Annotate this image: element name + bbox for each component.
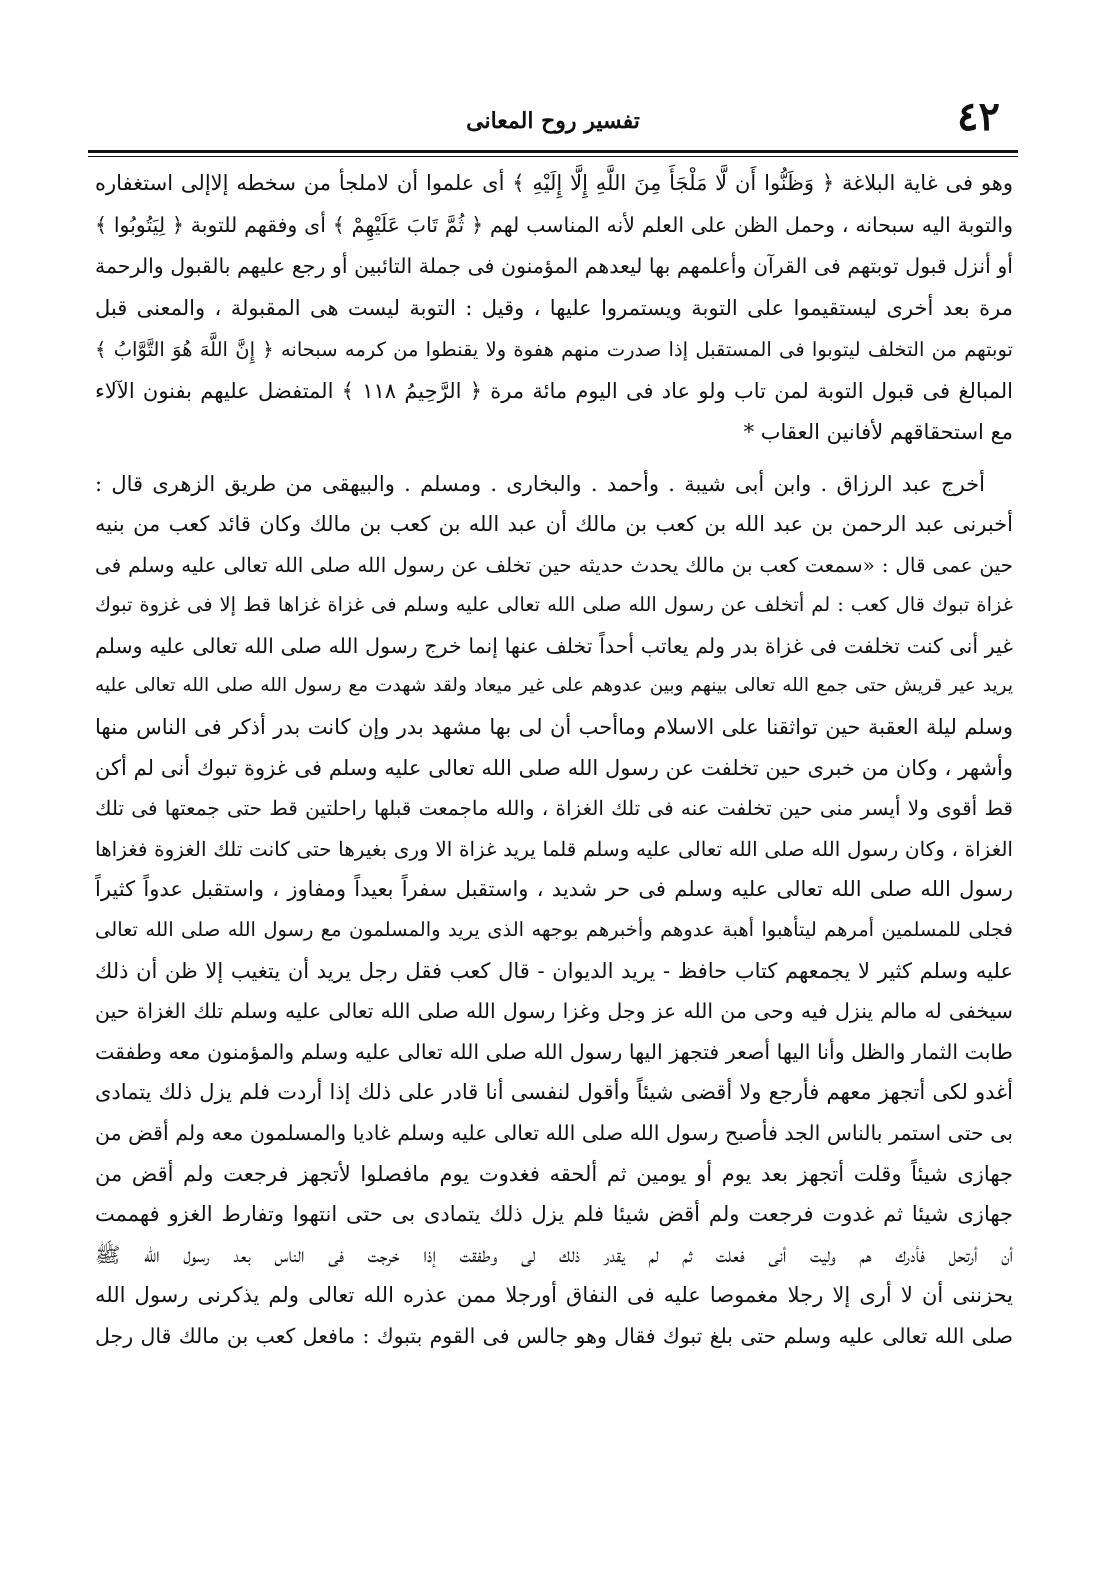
header-rule — [88, 150, 1018, 153]
header-rule-thin — [88, 156, 1018, 157]
page-header — [88, 95, 1018, 147]
text-line: بى حتى استمر بالناس الجد فأصبح رسول الله صلى الله تعالى عليه وسلم غاديا والمسلمون معه ولم أقض من — [95, 1121, 1013, 1145]
text-line: أو أنزل قبول توبتهم فى القرآن وأعلمهم بها ليعدهم المؤمنون فى جملة التائبين أو رجع عليهم بالقبول والرحمة — [95, 254, 1013, 278]
text-line: سيخفى له مالم ينزل فيه وحى من الله عز وجل وغزا رسول الله صلى الله تعالى عليه وسلم تلك الغزاة حين — [95, 999, 1013, 1024]
text-line: حين عمى قال : «سمعت كعب بن مالك يحدث حديثه حين تخلف عن رسول الله صلى الله تعالى عليه وسلم فى — [95, 552, 1013, 577]
text-line: مع استحقاقهم لأفانين العقاب * — [743, 420, 1013, 444]
paragraph-gap — [95, 454, 1013, 464]
text-line: عليه وسلم كثير لا يجمعهم كتاب حافظ - يريد الديوان - قال كعب فقل رجل يريد أن يتغيب إلا ظن أن ذلك — [95, 958, 1013, 983]
text-line: أخرج عبد الرزاق . وابن أبى شيبة . وأحمد . والبخارى . ومسلم . والبيهقى من طريق الزهرى قال : — [95, 471, 985, 496]
text-line: جهازى شيئاً وقلت أتجهز بعد يوم أو يومين ثم ألحقه فغدوت يوم مافصلوا لأتجهز فرجعت ولم أقض من — [95, 1161, 1013, 1186]
text-line: صلى الله تعالى عليه وسلم حتى بلغ تبوك فقال وهو جالس فى القوم بتبوك : مافعل كعب بن مالك قال رجل — [95, 1323, 1013, 1348]
page-number: ٤٢ — [957, 93, 1000, 140]
text-line: يريد عير قريش حتى جمع الله تعالى بينهم وبين عدوهم على غير ميعاد ولقد شهدت مع رسول الله صلى الله تعالى عليه — [95, 675, 1013, 697]
running-title: تفسير روح المعانى — [466, 108, 640, 134]
text-line: قط أقوى ولا أيسر منى حين تخلفت عنه فى تلك الغزاة ، والله ماجمعت قبلها راحلتين قط حتى جمعتها فى تلك — [95, 796, 1013, 821]
text-line: غزاة تبوك قال كعب : لم أتخلف عن رسول الله صلى الله تعالى عليه وسلم فى غزاة غزاها قط إلا فى غزوة تبوك — [95, 593, 1013, 617]
body-text — [95, 163, 1013, 1357]
commentary-paragraph — [95, 163, 1013, 454]
text-line: والتوبة اليه سبحانه ، وحمل الظن على العلم لأنه المناسب لهم ﴿ ثُمَّ تَابَ عَلَيْهِمْ ﴾ أى وفقهم للتوبة ﴿ لِيَتُوبُوا ﴾ — [95, 212, 1013, 237]
text-line: فجلى للمسلمين أمرهم ليتأهبوا أهبة عدوهم وأخبرهم بوجهه الذى يريد والمسلمون مع رسول الله صلى الله تعالى — [95, 918, 1013, 942]
text-line: أخبرنى عبد الرحمن بن عبد الله بن كعب بن مالك أن عبد الله بن كعب بن مالك وكان قائد كعب من بنيه — [95, 512, 1013, 537]
text-line: المبالغ فى قبول التوبة لمن تاب ولو عاد فى اليوم مائة مرة ﴿ الرَّحِيمُ ١١٨ ﴾ المتفضل عليهم بفنون الآلاء — [95, 378, 1013, 403]
text-line: غير أنى كنت تخلفت فى غزاة بدر ولم يعاتب أحداً تخلف عنها إنما خرج رسول الله صلى الله تعالى عليه وسلم — [95, 633, 1013, 658]
text-line: أن أرتحل فأدرك هم وليت أنى فعلت ثم لم يقدر ذلك لى وطفقت إذا خرجت فى الناس بعد رسول الله ﷺ — [95, 1242, 1013, 1267]
text-line: مرة بعد أخرى ليستقيموا على التوبة ويستمروا عليها ، وقيل : التوبة ليست هى المقبولة ، والمعنى قبل — [95, 295, 1013, 320]
text-line: وسلم ليلة العقبة حين تواثقنا على الاسلام وماأحب أن لى بها مشهد بدر وإن كانت بدر أذكر فى الناس منها — [95, 715, 1013, 740]
text-line: جهازى شيئا ثم غدوت فرجعت ولم أقض شيئا فلم يزل ذلك يتمادى بى حتى انتهوا وتفارط الغزو فهممت — [95, 1202, 1013, 1227]
hadith-paragraph — [95, 464, 1013, 1357]
text-line: الغزاة ، وكان رسول الله صلى الله تعالى عليه وسلم قلما يريد غزاة الا ورى بغيرها حتى كانت تلك الغزوة فغزاها — [95, 836, 1013, 861]
text-line: أغدو لكى أتجهز معهم فأرجع ولا أقضى شيئاً وأقول لنفسى أنا قادر على ذلك إذا أردت فلم يزل ذلك يتمادى — [95, 1080, 1013, 1105]
text-line: توبتهم من التخلف ليتوبوا فى المستقبل إذا صدرت منهم هفوة ولا يقنطوا من كرمه سبحانه ﴿ إِنَّ اللَّهَ هُوَ التَّوَّابُ ﴾ — [95, 338, 1013, 361]
text-line: وهو فى غاية البلاغة ﴿ وَظَنُّوا أَن لَّا مَلْجَأَ مِنَ اللَّهِ إِلَّا إِلَيْهِ ﴾ أى علموا أن لاملجأ من سخطه إلاإلى استغفاره — [95, 171, 1013, 195]
text-line: وأشهر ، وكان من خبرى حين تخلفت عن رسول الله صلى الله تعالى عليه وسلم فى غزوة تبوك أنى لم أكن — [95, 755, 1013, 780]
text-line: رسول الله صلى الله تعالى عليه وسلم فى حر شديد ، واستقبل سفراً بعيداً ومفاوز ، واستقبل عدواً كثيراً — [95, 877, 1013, 902]
text-line: يحزننى أن لا أرى إلا رجلا مغموصا عليه فى النفاق أورجلا ممن عذره الله تعالى ولم يذكرنى رسول الله — [95, 1283, 1013, 1308]
text-line: طابت الثمار والظل وأنا اليها أصعر فتجهز اليها رسول الله صلى الله تعالى عليه وسلم والمؤمنون معه وطفقت — [95, 1039, 1013, 1064]
